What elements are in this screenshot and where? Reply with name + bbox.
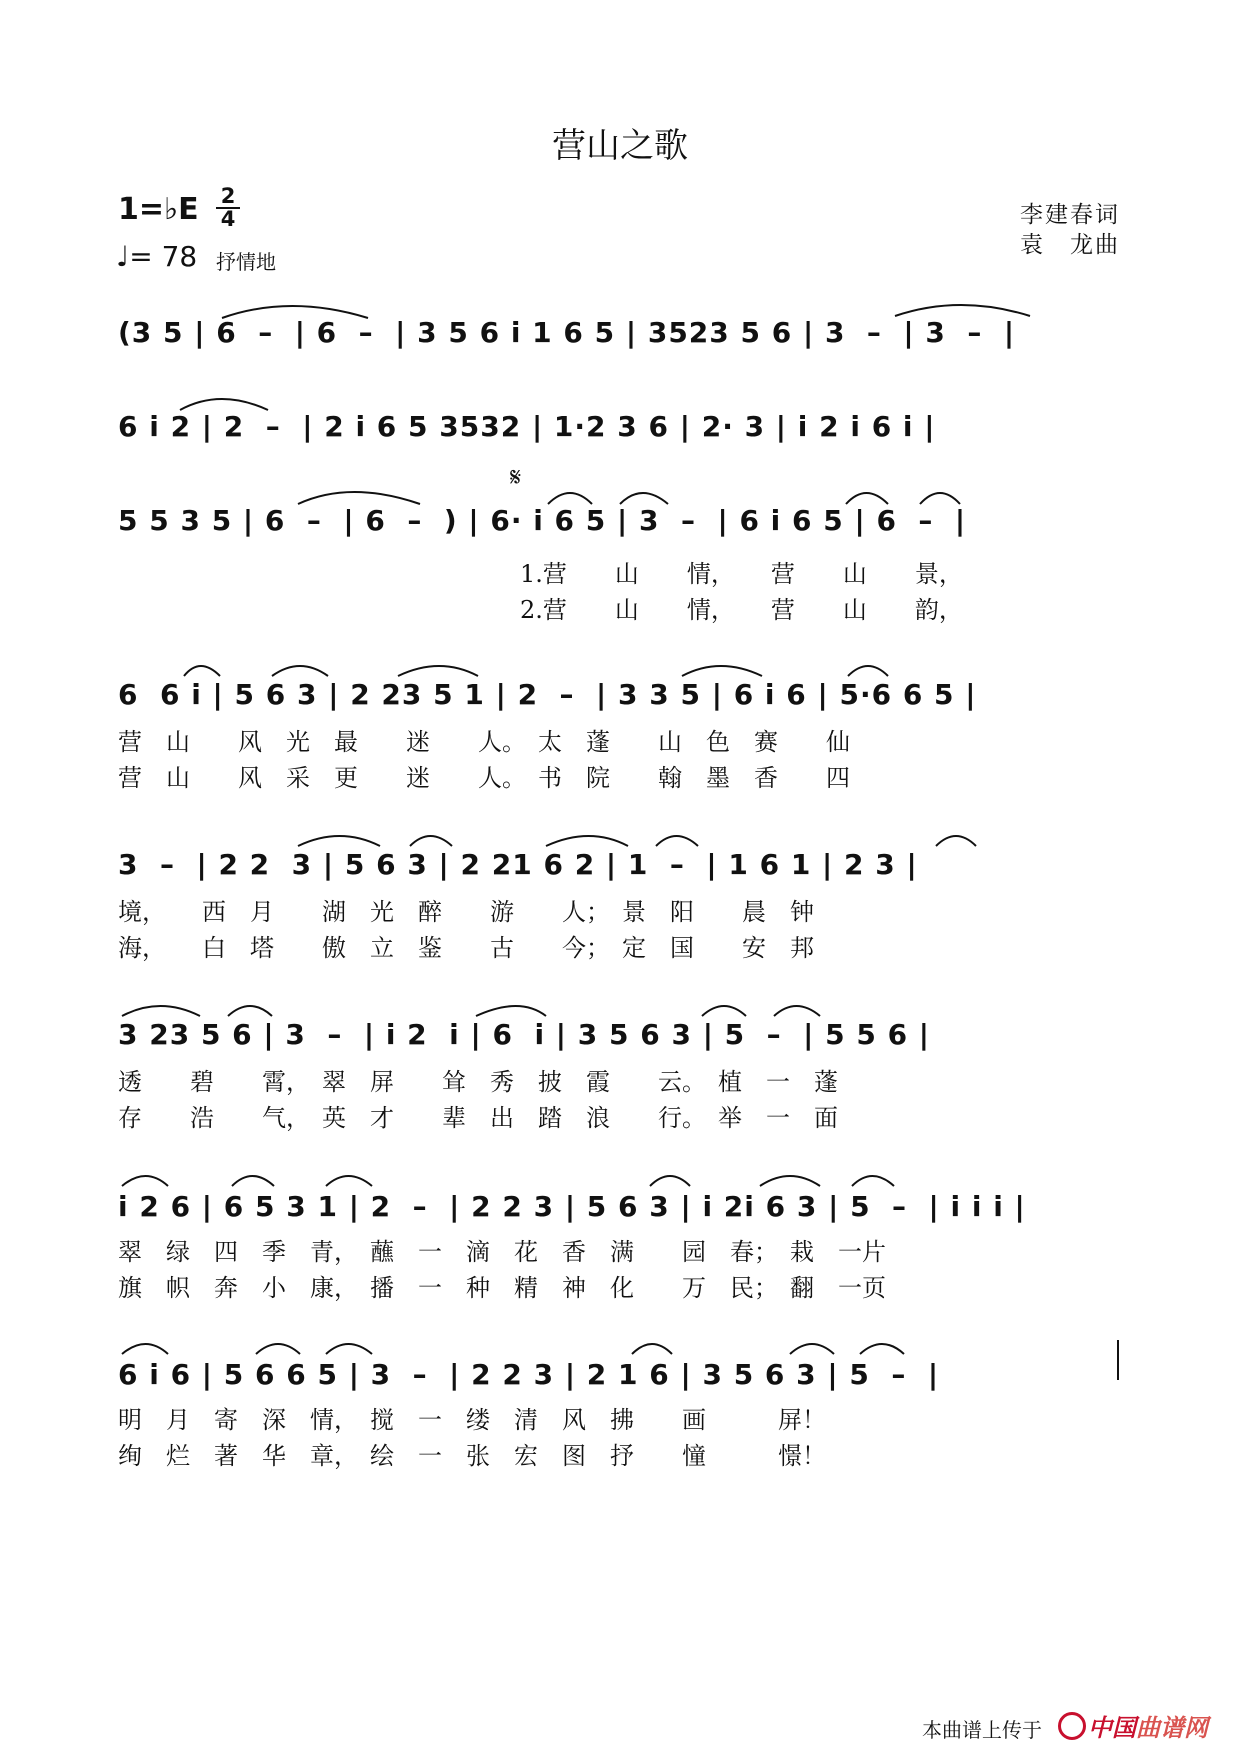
slur [760,1176,820,1186]
slur [122,1344,168,1354]
lyric-verse-2: 存 浩 气， 英 才 辈 出 踏 浪 行。 举 一 面 [118,1104,838,1132]
lyric-verse-1: 1.营 山 情， 营 山 景， [520,560,963,588]
segno-sign: 𝄋 [510,463,522,493]
slur [790,1344,834,1354]
notation-line: 6 6 i | 5 6 3 | 2 23 5 1 | 2 – | 3 3 5 | 6 i 6 | 5·6 6 5 | [118,678,977,711]
lyricist-credit: 李建春词 [1020,202,1120,228]
upload-note: 本曲谱上传于 [922,1718,1042,1742]
lyric-verse-1: 营 山 风 光 最 迷 人。 太 蓬 山 色 赛 仙 [118,728,850,756]
slur [398,666,478,676]
notation-line: 6 i 2 | 2 – | 2 i 6 5 3532 | 1·2 3 6 | 2· 3 | i 2 i 6 i | [118,410,936,443]
lyric-verse-1: 境， 西 月 湖 光 醉 游 人； 景 阳 晨 钟 [118,898,814,926]
slur [326,1344,372,1354]
song-title: 营山之歌 [552,126,688,166]
slur [298,492,420,504]
notation-line: 5 5 3 5 | 6 – | 6 – ) | 6· i 6 5 | 3 – | 6 i 6 5 | 6 – | [118,504,967,537]
slur [228,1006,272,1016]
site-name-part-2: 曲谱网 [1136,1714,1208,1742]
tempo-marking: ♩= 78 [116,240,198,273]
slur [936,836,976,846]
slur [650,1176,690,1186]
composer-credit: 袁 龙曲 [1020,232,1120,258]
lyric-verse-2: 2.营 山 情， 营 山 韵， [520,596,963,624]
slur [656,836,698,846]
expression-marking: 抒情地 [216,250,276,274]
slur [632,1344,672,1354]
slur [326,1176,372,1186]
site-name-part-1: 中国 [1088,1714,1136,1742]
slur [256,1344,300,1354]
lyric-verse-1: 透 碧 霄， 翠 屏 耸 秀 披 霞 云。 植 一 蓬 [118,1068,838,1096]
slur [620,493,668,504]
slur [298,836,380,846]
lyric-verse-1: 明 月 寄 深 情， 搅 一 缕 清 风 拂 画 屏！ [118,1406,826,1434]
notation-line: i 2 6 | 6 5 3 1 | 2 – | 2 2 3 | 5 6 3 | i 2i 6 3 | 5 – | i i i | [118,1190,1026,1223]
slur [180,399,268,410]
slur [546,836,628,846]
slur [920,493,960,504]
slur [895,305,1030,316]
notation-line: 3 23 5 6 | 3 – | i 2 i | 6 i | 3 5 6 3 | 5 – | 5 5 6 | [118,1018,931,1051]
time-sig-bottom: 4 [220,207,236,231]
notation-line: (3 5 | 6 – | 6 – | 3 5 6 i 1 6 5 | 3523 5 6 | 3 – | 3 – | [118,316,1016,349]
slur [476,1006,546,1016]
slur [410,836,452,846]
slur [272,666,328,676]
slur [702,1006,746,1016]
key-signature: 1=♭E [118,192,199,227]
slur [122,1006,200,1016]
slur [852,1176,894,1186]
lyric-verse-2: 绚 烂 著 华 章， 绘 一 张 宏 图 抒 憧 憬！ [118,1442,826,1470]
lyric-verse-1: 翠 绿 四 季 青， 蘸 一 滴 花 香 满 园 春； 栽 一片 [118,1238,886,1266]
slur [860,1344,904,1354]
slur [122,1176,168,1186]
slur [848,666,888,676]
slur [774,1006,820,1016]
slur [548,493,592,504]
slur [222,306,368,318]
lyric-verse-2: 营 山 风 采 更 迷 人。 书 院 翰 墨 香 四 [118,764,850,792]
slur [184,666,220,676]
time-sig-top: 2 [220,184,236,208]
site-logo[interactable] [1058,1708,1208,1743]
notation-line: 3 – | 2 2 3 | 5 6 3 | 2 21 6 2 | 1 – | 1 6 1 | 2 3 | [118,848,918,881]
slur [846,493,888,504]
slur [232,1176,274,1186]
notation-line: 6 i 6 | 5 6 6 5 | 3 – | 2 2 3 | 2 1 6 | 3 5 6 3 | 5 – | [118,1358,940,1391]
lyric-verse-2: 旗 帜 奔 小 康， 播 一 种 精 神 化 万 民； 翻 一页 [118,1274,886,1302]
site-logo-icon [1058,1712,1086,1740]
slur [682,666,762,676]
lyric-verse-2: 海， 白 塔 傲 立 鉴 古 今； 定 国 安 邦 [118,934,814,962]
